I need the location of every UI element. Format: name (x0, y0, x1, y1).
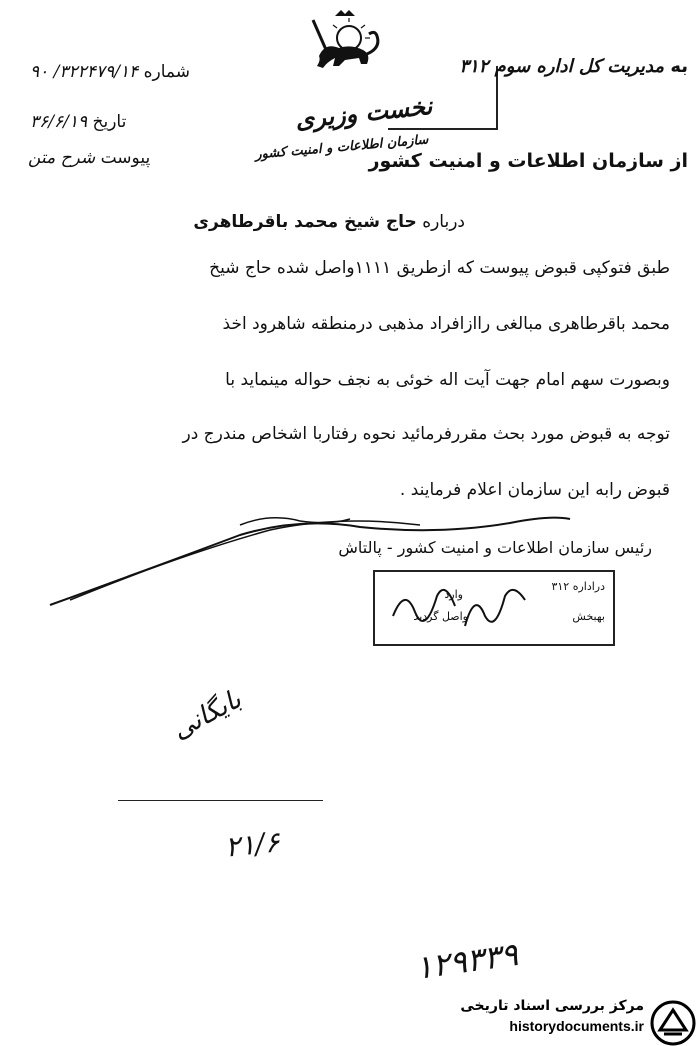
archive-number: ۱۲۹۳۳۹ (412, 935, 521, 987)
date-field (30, 112, 126, 132)
handwritten-note-2: ۲۱/۶ (223, 825, 282, 864)
body-line-3: وبصورت سهم امام جهت آیت اله خوئی به نجف حواله مینماید با (225, 370, 670, 390)
body-line-1: طبق فتوکپی قبوض پیوست که ازطریق ۱۱۱۱واصل شده حاج شیخ (209, 258, 670, 278)
sender-prefix: از (670, 150, 688, 172)
date-label: تاریخ (92, 112, 127, 132)
subject-line (193, 212, 465, 232)
body-line-4: توجه به قبوض مورد بحث مقررفرمائید نحوه رفتاربا اشخاص مندرج در (182, 424, 670, 444)
sender-line (369, 150, 688, 172)
body-line-2: محمد باقرطاهری مبالغی راازافراد مذهبی درمنطقه شاهرود اخذ (222, 314, 670, 334)
attachment-value: شرح متن (28, 148, 96, 168)
receipt-stamp-box (373, 570, 615, 646)
watermark-url: historydocuments.ir (509, 1018, 644, 1034)
handwritten-note-1: بایگانی (167, 684, 247, 746)
body-line-5: قبوض رابه این سازمان اعلام فرمایند . (399, 480, 670, 500)
sender-value: سازمان اطلاعات و امنیت کشور (368, 150, 664, 172)
organization-stamp: سازمان اطلاعات و امنیت کشور (254, 132, 429, 163)
attachment-field (28, 148, 150, 168)
number-label: شماره (143, 62, 190, 82)
date-value: ۳۶/۶/۱۹ (30, 112, 88, 132)
archive-logo-icon (650, 1000, 696, 1046)
lion-and-sun-emblem-icon (305, 8, 385, 78)
stamp-handwriting-marks (385, 576, 535, 640)
recipient-line (459, 56, 688, 77)
number-value: ۳۲۲۴۷۹/۱۴/ ۹۰ (30, 62, 139, 82)
stamp-line-1: دراداره ۳۱۲ (551, 580, 605, 593)
watermark-name: مرکز بررسی اسناد تاریخی (460, 998, 644, 1014)
recipient-value: مدیریت کل اداره سوم ۳۱۲ (459, 56, 665, 77)
ministry-title: نخست وزیری (293, 90, 434, 135)
stamp-line-2: بهبخش (572, 610, 605, 623)
subject-value: حاج شیخ محمد باقرطاهری (193, 212, 417, 232)
stamp-line-3: واصل گردید (413, 610, 468, 623)
signature-line: رئیس سازمان اطلاعات و امنیت کشور - پالتاش (338, 538, 652, 557)
subject-label: درباره (422, 212, 465, 232)
recipient-prefix: به (670, 56, 688, 77)
stamp-line-4: وارد (444, 588, 463, 601)
number-field (30, 62, 190, 82)
attachment-label: پیوست (100, 148, 151, 168)
divider-rule (118, 800, 323, 801)
